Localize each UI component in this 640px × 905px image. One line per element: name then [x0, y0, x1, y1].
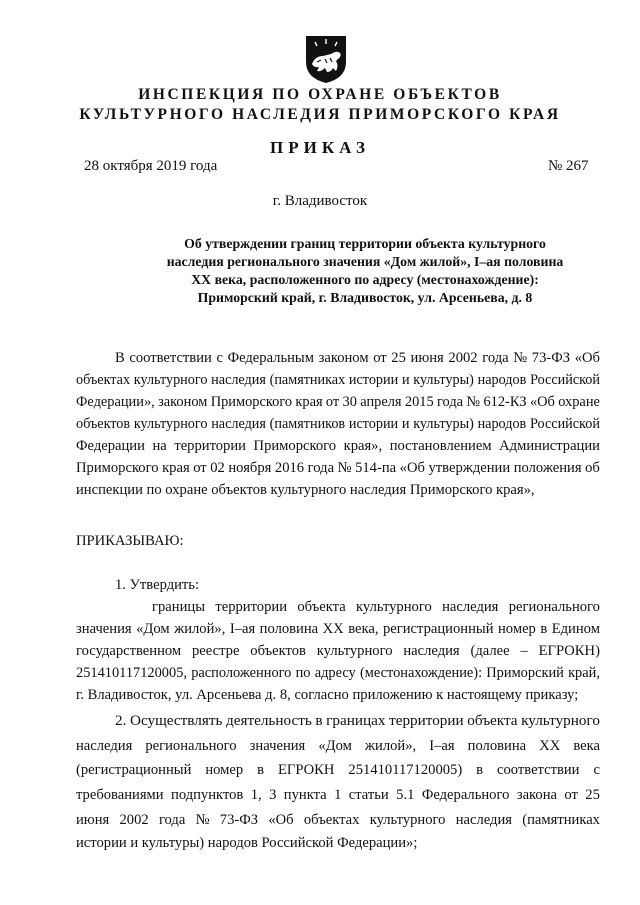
document-subject [150, 235, 580, 307]
preamble-line: Федерации на территории Приморского края», постановлением Администрации [76, 438, 600, 454]
preamble-line: Федерации», законом Приморского края от 30 апреля 2015 года № 612-КЗ «Об охране [76, 394, 600, 410]
item1-line: государственном реестре объектов культурного наследия (далее – ЕГРОКН) [76, 643, 600, 659]
document-number: № 267 [548, 158, 589, 174]
subject-line: Об утверждении границ территории объекта культурного [184, 236, 546, 251]
item1-line: г. Владивосток, ул. Арсеньева д. 8, согласно приложению к настоящему приказу; [76, 687, 579, 703]
item1-line: границы территории объекта культурного наследия регионального [152, 599, 600, 615]
coat-of-arms-icon [303, 34, 349, 84]
preamble-line: объектах культурного наследия (памятниках истории и культуры) народов Российской [76, 372, 600, 388]
item1-heading: 1. Утвердить: [115, 577, 200, 593]
order-word: ПРИКАЗЫВАЮ: [76, 533, 184, 549]
item1-line: 251410117120005, расположенного по адресу (местонахождение): Приморский край, [76, 665, 600, 681]
preamble-line: В соответствии с Федеральным законом от 25 июня 2002 года № 73-ФЗ «Об [115, 350, 600, 366]
preamble-line: объектов культурного наследия (памятников истории и культуры) народов Российской [76, 416, 600, 432]
item2-line: наследия регионального значения «Дом жилой», I–ая половина XX века [76, 738, 600, 754]
item2-line: (регистрационный номер в ЕГРОКН 251410117120005) в соответствии с [76, 762, 600, 778]
preamble-line: Приморского края от 02 ноября 2016 года № 514-па «Об утверждении положения об [76, 460, 600, 476]
item2-line: требованиями подпунктов 1, 3 пункта 1 статьи 5.1 Федерального закона от 25 [76, 787, 600, 803]
item2-line: 2. Осуществлять деятельность в границах территории объекта культурного [115, 712, 600, 729]
item2-line: июня 2002 года № 73-ФЗ «Об объектах культурного наследия (памятниках [76, 812, 600, 828]
item1-line: значения «Дом жилой», I–ая половина XX века, регистрационный номер в Едином [76, 621, 600, 637]
subject-line: XX века, расположенного по адресу (местонахождение): [191, 272, 539, 287]
document-date: 28 октября 2019 года [84, 158, 218, 174]
subject-line: наследия регионального значения «Дом жилой», I–ая половина [166, 254, 564, 269]
preamble-line: инспекции по охране объектов культурного наследия Приморского края», [76, 482, 535, 498]
organization-name-line1: ИНСПЕКЦИЯ ПО ОХРАНЕ ОБЪЕКТОВ [138, 86, 502, 103]
subject-line: Приморский край, г. Владивосток, ул. Арсеньева, д. 8 [197, 290, 533, 305]
document-type-title: ПРИКАЗ [270, 138, 370, 157]
item2-line: истории и культуры) народов Российской Федерации»; [76, 835, 418, 851]
organization-name-line2: КУЛЬТУРНОГО НАСЛЕДИЯ ПРИМОРСКОГО КРАЯ [79, 106, 561, 123]
document-city: г. Владивосток [272, 193, 368, 209]
